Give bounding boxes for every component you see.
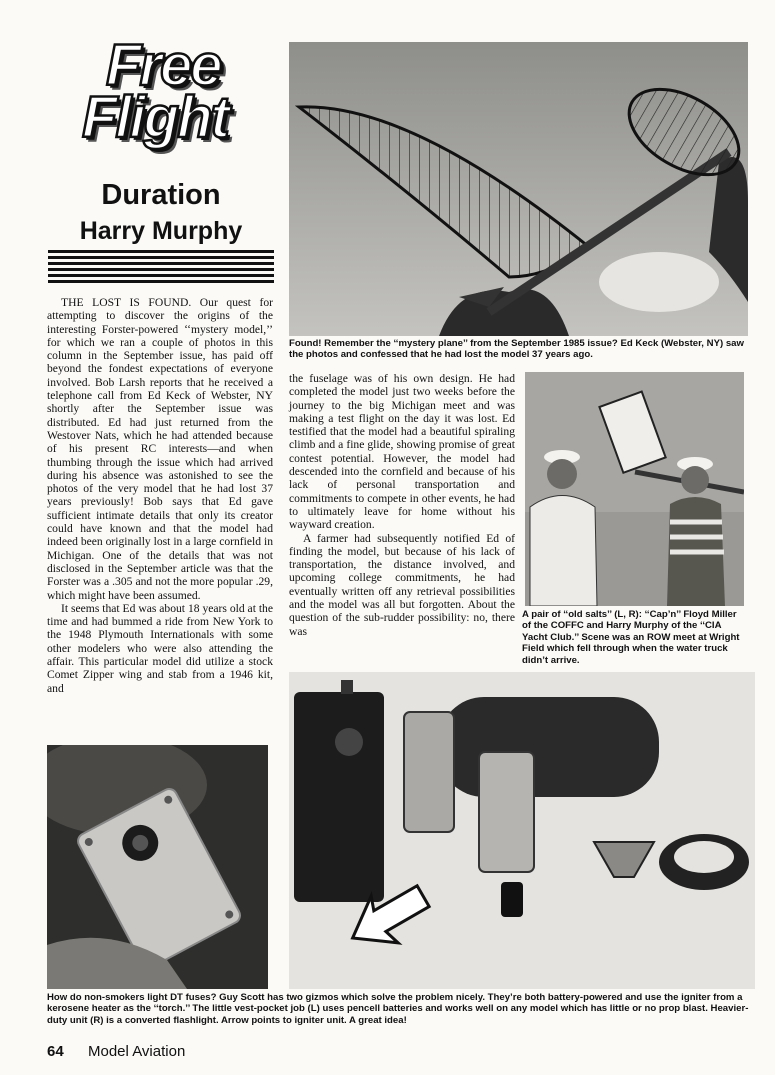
logo-line-flight: Flight <box>82 85 228 150</box>
decorative-stripes <box>48 250 274 286</box>
logo-line-free: Free <box>106 33 221 98</box>
photo-vest-pocket-igniter <box>47 745 268 989</box>
caption-bottom-photos: How do non-smokers light DT fuses? Guy Scott has two gizmos which solve the problem nicely. They’re both battery-powered and use the igniter from a kerosene heater as the ‘‘torch.’’ The little vest-pocket job (L) uses pencell batteries and works well on any model which has little or no prop blast. Heavier-duty unit (R) is a converted flashlight. Arrow points to igniter unit. A great idea! <box>47 992 749 1026</box>
photo-mystery-plane <box>289 42 748 336</box>
photo-old-salts <box>525 372 744 606</box>
caption-top-photo: Found! Remember the ‘‘mystery plane’’ from the September 1985 issue? Ed Keck (Webster, NY) saw the photos and confessed that he had lost the model 37 years ago. <box>289 338 744 361</box>
author-name: Harry Murphy <box>79 217 243 245</box>
article-column-1 <box>47 296 273 695</box>
paragraph: A farmer had subsequently notified Ed of finding the model, but because of his lack of transportation, the distance involved, and upcoming college commitments, he had eventually written off any retrieval possibilities and the model was all but forgotten. About the question of the sub-rudder possibility: no, there was <box>289 531 515 638</box>
section-logo <box>78 33 278 155</box>
page-number: 64 <box>47 1043 64 1060</box>
magazine-name: Model Aviation <box>88 1043 186 1060</box>
paragraph: the fuselage was of his own design. He had completed the model just two weeks before the journey to the big Michigan meet and was making a test flight on the day it was lost. Ed testified that the model had a beautiful spiraling climb and a fine glide, showing promise of great contest potential. However, the model had descended into the cornfield and because of his lack of personal transportation and commitments to compete in other events, he had to ultimately leave for home without his wayward creation. <box>289 372 515 532</box>
department-title: Duration <box>101 179 221 211</box>
caption-right-photo: A pair of ‘‘old salts’’ (L, R): ‘‘Cap’n’’ Floyd Miller of the COFFC and Harry Murphy of the ‘‘CIA Yacht Club.’’ Scene was an ROW meet at Wright Field which fell through when the water truck didn’t arrive. <box>522 609 740 666</box>
photo-flashlight-igniter <box>289 672 755 989</box>
article-column-2 <box>289 372 515 638</box>
paragraph: THE LOST IS FOUND. Our quest for attempting to discover the origins of the interesting Forster-powered ‘‘mystery model,’’ for which we ran a couple of photos in this column in the September issue, has paid off beyond the fondest expectations of everyone involved. Bob Larsh reports that he received a telephone call from Ed Keck of Webster, NY shortly after the September issue was distributed. Ed had just returned from the Westover Nats, which he had attended because of his present RC interests—and when thumbing through the issue which had arrived during his absence was astonished to see the photos of the very model that he had lost 37 years previously! Bob says that Ed gave sufficient intimate details that only its creator could have known and that the model had indeed been originally lost in a large cornfield in Michigan. One of the details that was not disclosed in the September article was that the Forster was a .305 and not the more popular .29, which might have been assumed. <box>47 296 273 602</box>
paragraph: It seems that Ed was about 18 years old at the time and had bummed a ride from New York to the 1948 Plymouth Internationals with some other modelers who were also attending the affair. This particular model did utilize a stock Comet Zipper wing and stab from a 1946 kit, and <box>47 601 273 695</box>
